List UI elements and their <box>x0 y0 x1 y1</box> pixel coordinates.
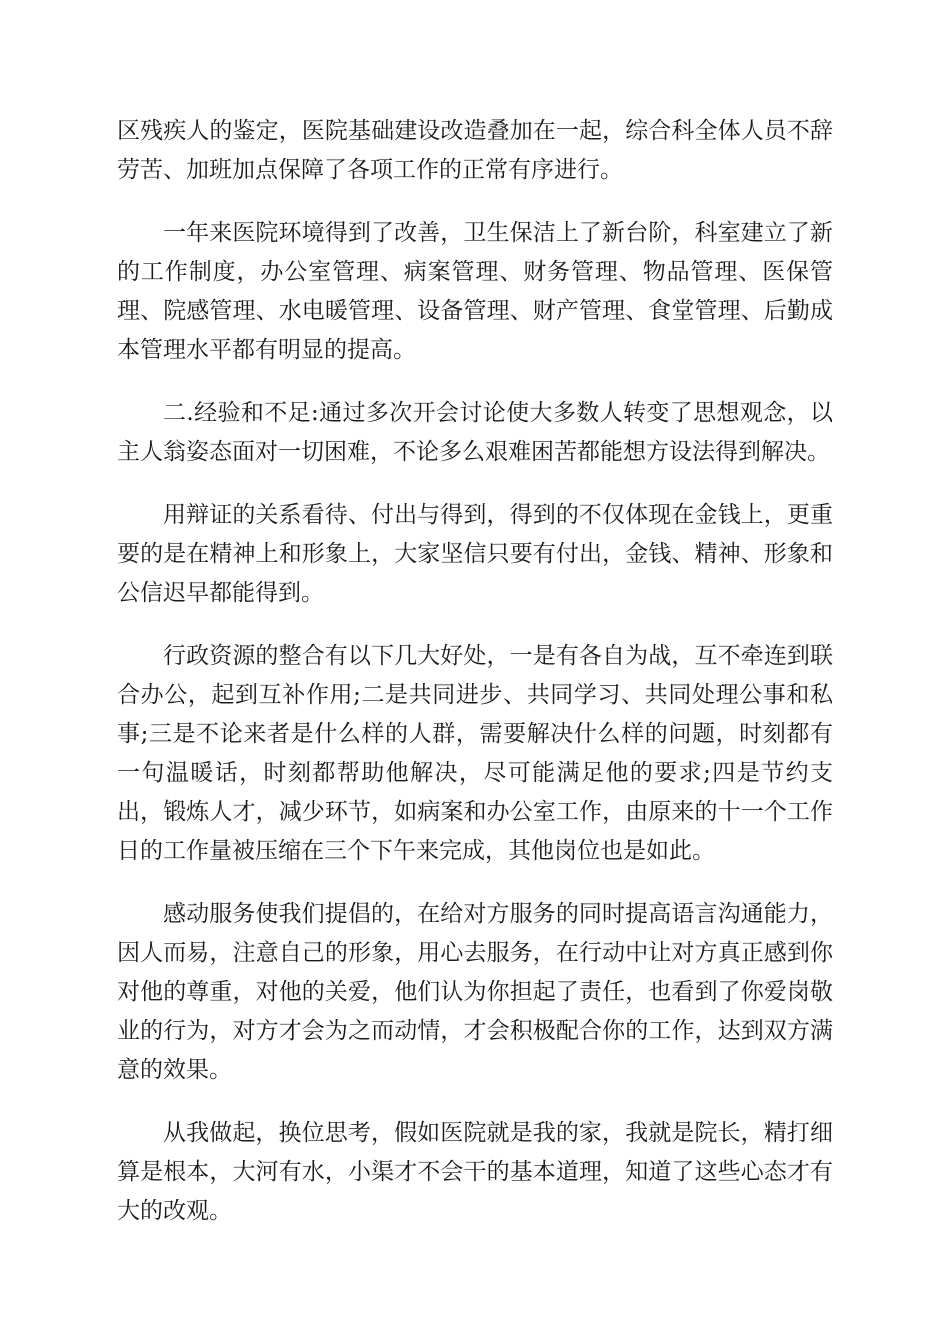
paragraph-environment-improvement: 一年来医院环境得到了改善，卫生保洁上了新台阶，科室建立了新的工作制度，办公室管理、病案管理、财务管理、物品管理、医保管理、院感管理、水电暖管理、设备管理、财产管理、食堂管理、后勤成本管理水平都有明显的提高。 <box>117 220 833 363</box>
paragraph-dialectical-view: 用辩证的关系看待、付出与得到，得到的不仅体现在金钱上，更重要的是在精神上和形象上，大家坚信只要有付出，金钱、精神、形象和公信迟早都能得到。 <box>117 502 833 606</box>
paragraph-experience-shortcomings: 二.经验和不足:通过多次开会讨论使大多数人转变了思想观念，以主人翁姿态面对一切困难，不论多么艰难困苦都能想方设法得到解决。 <box>117 400 833 465</box>
paragraph-start-with-me: 从我做起，换位思考，假如医院就是我的家，我就是院长，精打细算是根本，大河有水，小渠才不会干的基本道理，知道了这些心态才有大的改观。 <box>117 1120 833 1224</box>
paragraph-touching-service: 感动服务使我们提倡的，在给对方服务的同时提高语言沟通能力，因人而易，注意自己的形象，用心去服务，在行动中让对方真正感到你对他的尊重，对他的关爱，他们认为你担起了责任，也看到了你爱岗敬业的行为，对方才会为之而动情，才会积极配合你的工作，达到双方满意的效果。 <box>117 901 833 1083</box>
document-body <box>117 112 833 1255</box>
paragraph-continuation: 区残疾人的鉴定，医院基础建设改造叠加在一起，综合科全体人员不辞劳苦、加班加点保障了各项工作的正常有序进行。 <box>117 118 833 183</box>
paragraph-resource-integration: 行政资源的整合有以下几大好处，一是有各自为战，互不牵连到联合办公，起到互补作用;二是共同进步、共同学习、共同处理公事和私事;三是不论来者是什么样的人群，需要解决什么样的问题，时刻都有一句温暖话，时刻都帮助他解决，尽可能满足他的要求;四是节约支出，锻炼人才，减少环节，如病案和办公室工作，由原来的十一个工作日的工作量被压缩在三个下午来完成，其他岗位也是如此。 <box>117 643 833 864</box>
